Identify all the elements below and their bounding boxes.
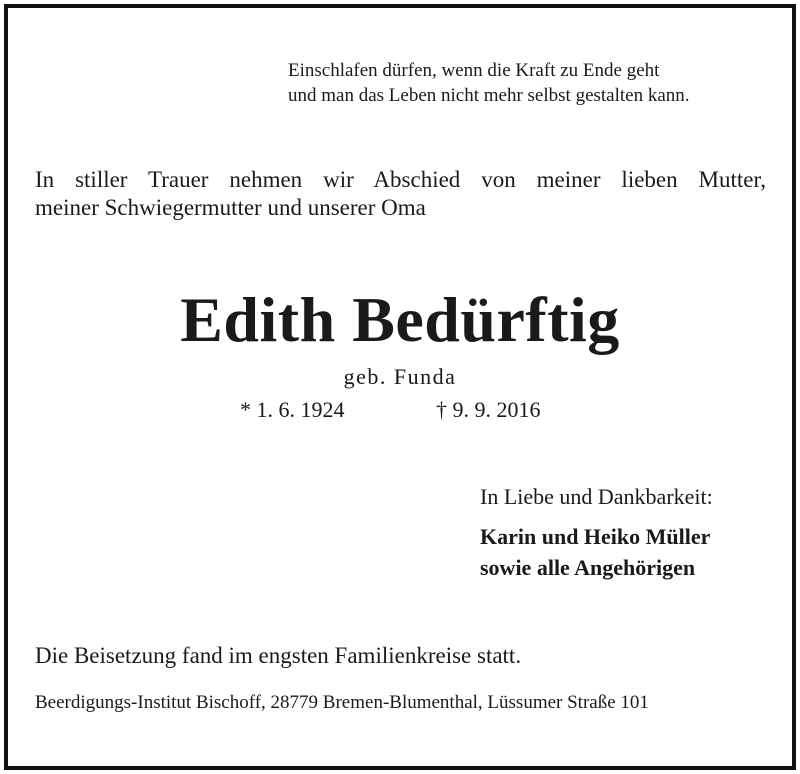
deceased-name: Edith Bedürftig: [180, 284, 620, 355]
mourner-name: Karin und Heiko Müller: [480, 524, 711, 549]
intro-line: meiner Schwiegermutter und unserer Oma: [35, 195, 426, 220]
death-date: † 9. 9. 2016: [436, 397, 541, 422]
mourners-names: [480, 521, 710, 583]
maiden-name: geb. Funda: [343, 364, 457, 389]
mourners-heading: In Liebe und Dankbarkeit:: [480, 484, 713, 509]
birth-date: * 1. 6. 1924: [240, 397, 345, 422]
funeral-home: Beerdigungs-Institut Bischoff, 28779 Bremen-Blumenthal, Lüssumer Straße 101: [35, 692, 649, 713]
burial-notice: Die Beisetzung fand im engsten Familienkreise statt.: [35, 643, 522, 668]
intro-text: [35, 166, 766, 222]
mourner-name: sowie alle Angehörigen: [480, 555, 696, 580]
poem-quote: [288, 58, 690, 108]
poem-line: Einschlafen dürfen, wenn die Kraft zu Ende geht: [288, 60, 660, 81]
poem-line: und man das Leben nicht mehr selbst gestalten kann.: [288, 85, 690, 106]
intro-line: In stiller Trauer nehmen wir Abschied von meiner lieben Mutter,: [35, 167, 766, 192]
